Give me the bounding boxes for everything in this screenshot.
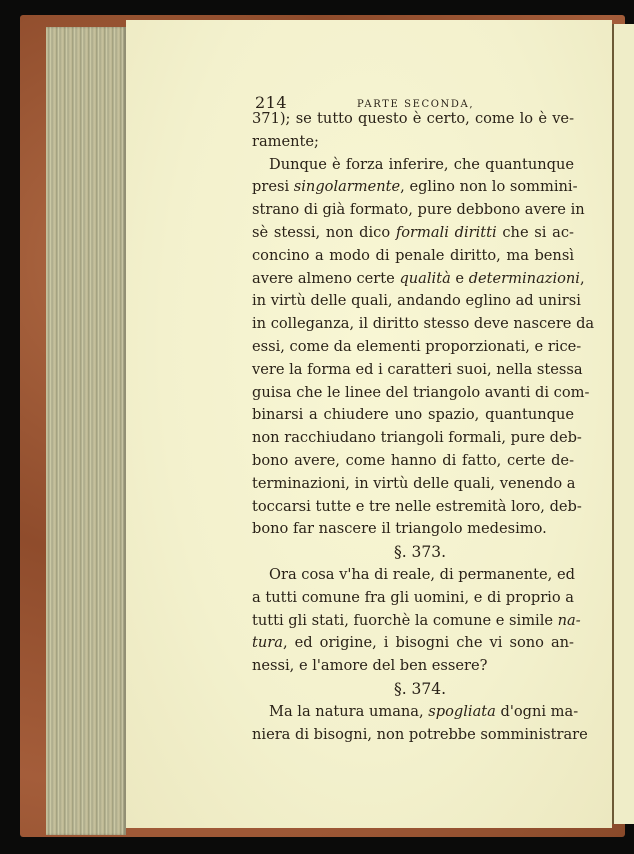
text-line: vere la forma ed i caratteri suoi, nella stessa	[252, 360, 583, 378]
page-number: 214	[255, 93, 288, 112]
text-line: Dunque è forza inferire, che quantunque	[269, 155, 574, 173]
text-line: niera di bisogni, non potrebbe somministrare	[252, 725, 588, 743]
text-line: in virtù delle quali, andando eglino ad unirsi	[252, 292, 581, 310]
text-line: sè stessi, non dico formali diritti che si ac-	[252, 223, 574, 241]
text-line: 371); se tutto questo è certo, come lo è ve-	[252, 110, 574, 127]
section-heading: §. 374.	[393, 679, 447, 698]
page-edges	[46, 27, 126, 835]
text-line: a tutti comune fra gli uomini, e di proprio a	[252, 588, 574, 606]
text-line: concino a modo di penale diritto, ma bensì	[252, 246, 574, 264]
page-text	[252, 92, 595, 746]
text-line: guisa che le linee del triangolo avanti di com-	[252, 383, 590, 401]
text-body	[252, 108, 595, 746]
page-header	[252, 92, 574, 111]
text-line: presi singolarmente, eglino non lo sommini-	[252, 178, 578, 196]
facing-page-edge	[612, 24, 634, 824]
text-line: avere almeno certe qualità e determinazioni	[252, 269, 580, 287]
text-line: non racchiudano triangoli formali, pure deb-	[252, 429, 582, 447]
section-heading: §. 373.	[393, 543, 447, 562]
text-line: in colleganza, il diritto stesso deve nascere da	[252, 315, 595, 333]
text-line: Ma la natura umana, spogliata d'ogni ma-	[269, 702, 579, 720]
text-line: bono avere, come hanno di fatto, certe de-	[252, 451, 574, 469]
text-line: binarsi a chiudere uno spazio, quantunque	[252, 406, 574, 424]
text-line: ramente;	[252, 132, 319, 150]
text-line: tutti gli stati, fuorchè la comune e simile na-	[252, 611, 581, 629]
text-line: strano di già formato, pure debbono avere in	[252, 201, 585, 219]
text-line: nessi, e l'amore del ben essere?	[252, 657, 488, 675]
text-line: terminazioni, in virtù delle quali, venendo a	[252, 474, 576, 492]
text-line: toccarsi tutte e tre nelle estremità loro, deb-	[252, 497, 582, 515]
text-line: bono far nascere il triangolo medesimo.	[252, 520, 547, 538]
text-line: tura, ed origine, i bisogni che vi sono an-	[252, 634, 574, 652]
running-head: PARTE SECONDA,	[357, 99, 475, 110]
text-line: Ora cosa v'ha di reale, di permanente, ed	[269, 565, 575, 583]
text-line: essi, come da elementi proporzionati, e rice-	[252, 337, 582, 355]
